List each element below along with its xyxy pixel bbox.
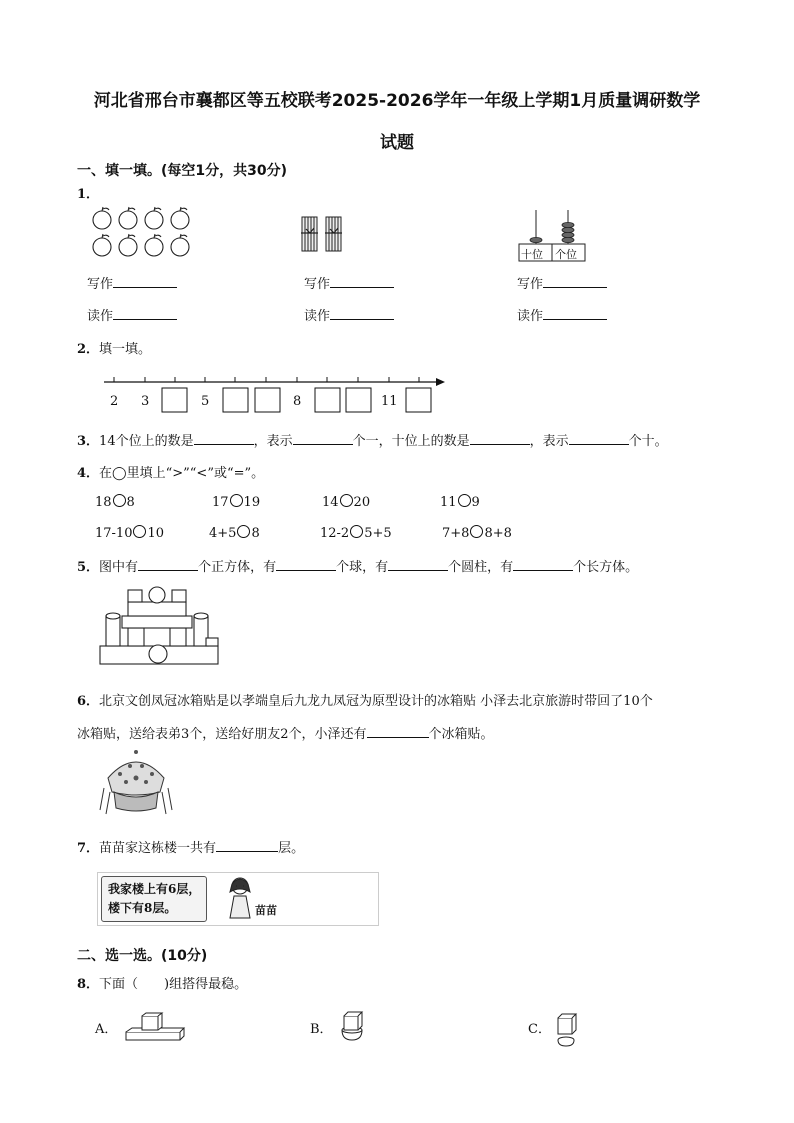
number-line-label-3: 3	[141, 394, 150, 409]
page-title: 河北省邢台市襄都区等五校联考2025-2026学年一年级上学期1月质量调研数学	[93, 91, 701, 111]
number-line-label-11: 11	[381, 394, 398, 409]
number-line-box-4	[162, 388, 187, 412]
girl-name: 苗苗	[255, 904, 277, 917]
question-3: 3．14个位上的数是 ，表示 个一，十位上的数是 ，表示 个十。	[77, 430, 668, 449]
compare-circle[interactable]	[230, 494, 243, 507]
number-line-label-2: 2	[110, 394, 119, 409]
abacus-ones-label: 个位	[555, 248, 577, 261]
number-line-label-5: 5	[201, 394, 210, 409]
compare-circle[interactable]	[350, 525, 363, 538]
compare-8: 7+8 8+8	[442, 526, 512, 541]
blocks-structure-image	[98, 586, 220, 666]
number-line-label-8: 8	[293, 394, 302, 409]
compare-circle[interactable]	[133, 525, 146, 538]
question-4: 4．在◯里填上“>”“<”或“=”。	[77, 466, 265, 481]
q1-read-sticks: 读作	[304, 305, 394, 324]
number-line-box-7	[255, 388, 280, 412]
compare-circle[interactable]	[340, 494, 353, 507]
option-a-image[interactable]	[122, 1012, 184, 1044]
number-line-box-9	[315, 388, 340, 412]
question-number-1: 1．	[77, 187, 100, 202]
abacus-tens-label: 十位	[521, 248, 543, 261]
compare-circle[interactable]	[458, 494, 471, 507]
page-title-line2: 试题	[380, 133, 414, 153]
number-line-box-12	[406, 388, 431, 412]
question-5: 5．图中有 个正方体，有 个球，有 个圆柱，有 个长方体。	[77, 556, 638, 575]
compare-circle[interactable]	[470, 525, 483, 538]
question-8: 8．下面（ )组搭得最稳。	[77, 977, 248, 992]
option-b-image[interactable]	[340, 1010, 366, 1044]
q1-read-abacus: 读作	[517, 305, 607, 324]
option-c-label[interactable]: C．	[528, 1022, 551, 1037]
stick-bundles-image	[300, 215, 350, 253]
question-7: 7．苗苗家这栋楼一共有 层。	[77, 837, 304, 856]
compare-2: 17 19	[212, 495, 261, 510]
compare-7: 12-2 5+5	[320, 526, 392, 541]
number-line-box-6	[223, 388, 248, 412]
section-heading-1: 一、填一填。(每空1分，共30分)	[77, 163, 288, 179]
phoenix-crown-image	[100, 748, 172, 820]
q1-write-abacus: 写作	[517, 273, 607, 292]
option-c-image[interactable]	[554, 1010, 580, 1048]
compare-circle[interactable]	[237, 525, 250, 538]
q1-write-apples: 写作	[87, 273, 177, 292]
option-b-label[interactable]: B．	[310, 1022, 333, 1037]
apples-image	[92, 207, 202, 259]
q1-write-sticks: 写作	[304, 273, 394, 292]
number-line-box-10	[346, 388, 371, 412]
question-6-line1: 6．北京文创凤冠冰箱贴是以孝端皇后九龙九凤冠为原型设计的冰箱贴 小泽去北京旅游时带回了10个	[77, 694, 653, 709]
section-heading-2: 二、选一选。(10分)	[77, 948, 208, 964]
compare-circle[interactable]	[113, 494, 126, 507]
compare-1: 18 8	[95, 495, 135, 510]
compare-5: 17-10 10	[95, 526, 165, 541]
question-2: 2．填一填。	[77, 342, 152, 357]
compare-4: 11 9	[440, 495, 480, 510]
compare-3: 14 20	[322, 495, 371, 510]
girl-icon	[226, 874, 254, 920]
speech-bubble: 我家楼上有6层， 楼下有8层。	[101, 876, 207, 922]
option-a-label[interactable]: A．	[95, 1022, 118, 1037]
compare-6: 4+5 8	[209, 526, 260, 541]
question-6-line2: 冰箱贴，送给表弟3个，送给好朋友2个，小泽还有 个冰箱贴。	[77, 723, 494, 742]
q1-read-apples: 读作	[87, 305, 177, 324]
